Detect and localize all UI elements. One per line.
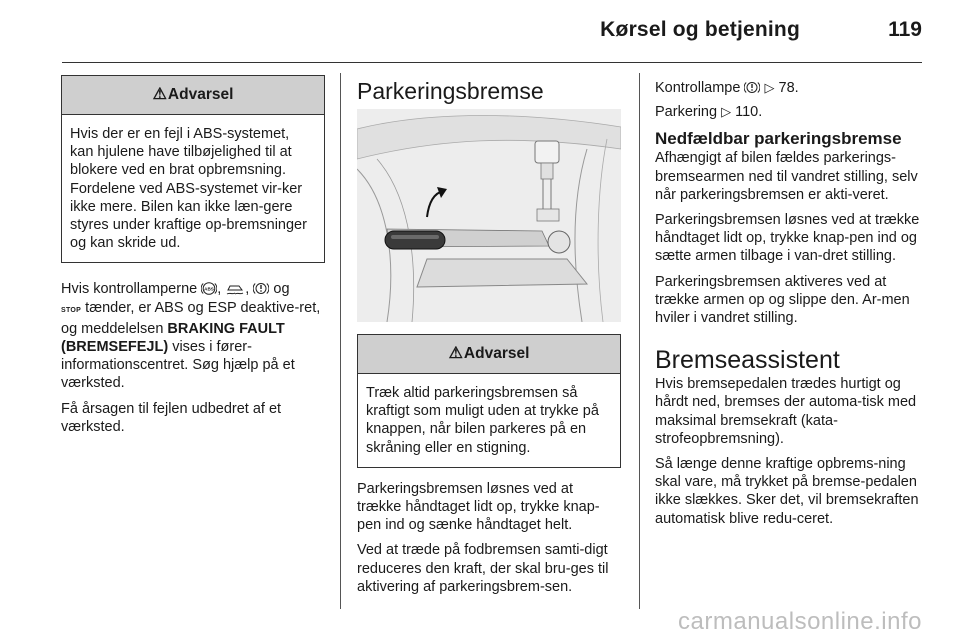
- foldable-para-3: Parkeringsbremsen aktiveres ved at trække armen op og slippe den. Ar-men hviler i vandret stilling.: [655, 273, 910, 327]
- reference-page[interactable]: 78.: [778, 80, 799, 96]
- stop-lamp-icon: STOP: [61, 306, 82, 314]
- para-text: vises i fører-informationscentret. Søg hjælp på et værksted.: [61, 339, 295, 392]
- release-paragraph: Parkeringsbremsen løsnes ved at trække håndtaget lidt op, trykke knap-pen ind og sænke håndtaget helt.: [357, 480, 600, 534]
- foldable-brake-subheading: Nedfældbar parkeringsbremse: [655, 129, 902, 149]
- column-divider-right: [639, 73, 640, 609]
- warning-text: Træk altid parkeringsbremsen så kraftigt som muligt uden at trykke på knappen, når bilen parkeres på en skråning eller en stigning.: [366, 385, 599, 456]
- page-reference-arrow-icon: ▷: [721, 104, 732, 120]
- page-header-title: Kørsel og betjening: [600, 18, 800, 41]
- footbrake-paragraph: Ved at træde på fodbremsen samti-digt reduceres den kraft, der skal bru-ges til aktivering af parkeringsbrem-sen.: [357, 542, 609, 595]
- brake-assist-para-2: Så længe denne kraftige opbrems-ning skal vare, må trykket på bremse-pedalen ikke slækkes. Sker det, vil bremsekraften automatisk blive redu-ceret.: [655, 456, 919, 527]
- reference-label: Parkering: [655, 104, 718, 121]
- warning-header: [62, 76, 324, 115]
- parking-brake-drawing: [357, 109, 621, 322]
- para-text: og: [273, 281, 290, 298]
- page-reference-arrow-icon: ▷: [764, 80, 775, 95]
- warning-triangle-icon: ⚠: [152, 85, 167, 103]
- page-number: 119: [888, 18, 922, 41]
- abs-warning-box: [61, 75, 325, 263]
- header-rule: [62, 62, 922, 63]
- right-column: [655, 79, 921, 535]
- abs-lamp-paragraph: [61, 280, 325, 392]
- para-text: ,: [217, 281, 222, 298]
- braking-fault-message: BRAKING FAULT (BREMSEFEJL): [61, 320, 285, 356]
- parking-brake-illustration: [357, 109, 621, 322]
- brake-assist-para-1: Hvis bremsepedalen trædes hurtigt og hårdt ned, bremses der automa-tisk med maksimal bremsekraft (kata-strofeopbremsning).: [655, 376, 917, 447]
- abs-lamp-icon: [201, 281, 217, 296]
- para-text: tænder, er ABS og ESP deaktive-ret, og meddelelsen: [61, 299, 321, 337]
- warning-triangle-icon: ⚠: [448, 344, 463, 362]
- para-text: ,: [245, 281, 250, 298]
- middle-column: [357, 77, 621, 603]
- brake-lamp-icon: [744, 80, 760, 95]
- repair-paragraph: Få årsagen til fejlen udbedret af et værksted.: [61, 400, 282, 435]
- reference-page[interactable]: 110.: [735, 104, 763, 121]
- left-column: [61, 75, 325, 443]
- column-divider-left: [340, 73, 341, 609]
- svg-text:ABS: ABS: [204, 287, 215, 293]
- parking-brake-heading: Parkeringsbremse: [357, 78, 544, 104]
- foldable-para-1: Afhængigt af bilen fældes parkerings-bremsearmen ned til vandret stilling, selv når parkeringsbremsen er akti-veret.: [655, 150, 918, 203]
- reference-line-parking: [655, 103, 921, 121]
- watermark: carmanualsonline.info: [678, 608, 922, 635]
- esp-car-skid-icon: [225, 281, 245, 296]
- warning-title: Advarsel: [463, 344, 530, 362]
- foldable-para-2: Parkeringsbremsen løsnes ved at trække håndtaget lidt op, trykke knap-pen ind og sætte armen tilbage i van-dret stilling.: [655, 212, 920, 265]
- para-text: Hvis kontrollamperne: [61, 281, 198, 298]
- warning-header: [358, 335, 620, 374]
- reference-line-lamp: [655, 79, 921, 97]
- warning-title: Advarsel: [167, 85, 234, 103]
- brake-assist-heading: Bremseassistent: [655, 346, 840, 375]
- brake-lamp-icon: [253, 281, 269, 296]
- reference-label: Kontrollampe: [655, 80, 741, 96]
- warning-text: Hvis der er en fejl i ABS-systemet, kan hjulene have tilbøjelighed til at blokere ved en brat opbremsning. Fordelene ved ABS-systemet vir-ker ikke mere. Bilen kan ikke læn-gere styres under kraftige op-bremsninger og kan skride ud.: [70, 126, 307, 252]
- parking-warning-box: [357, 334, 621, 468]
